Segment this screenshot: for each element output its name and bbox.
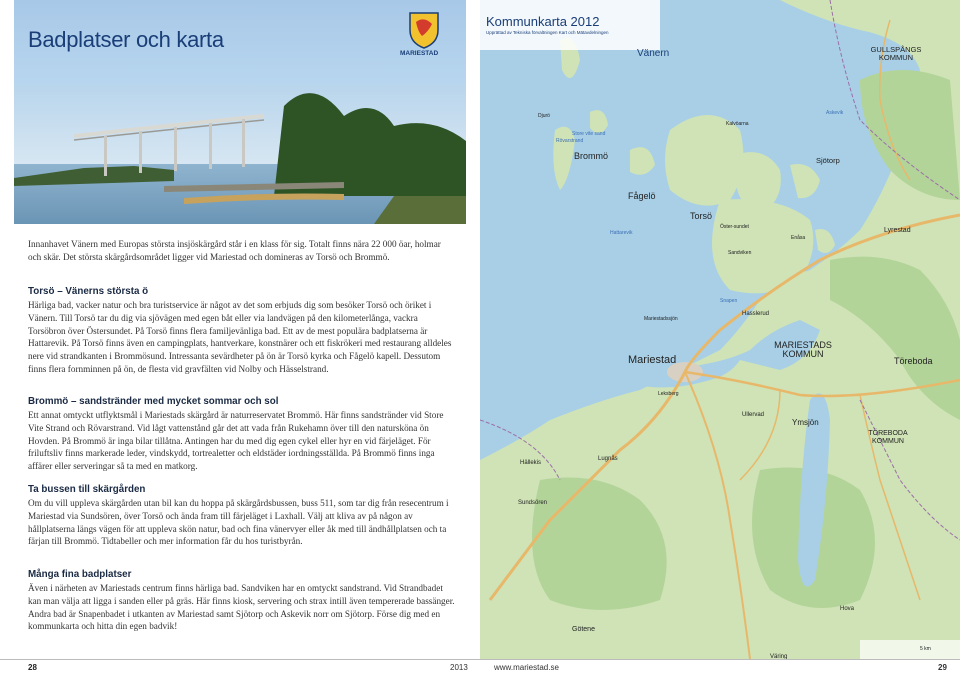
section-heading: Torsö – Vänerns största ö xyxy=(28,286,149,297)
map-label-askevik: Askevik xyxy=(826,110,844,116)
footer-year: 2013 xyxy=(450,663,468,672)
map-graphic xyxy=(480,0,960,659)
map-label-toreboda: Töreboda xyxy=(894,356,933,366)
logo-text: MARIESTAD xyxy=(400,50,439,57)
map-label-store-vite-sand: Store vite sand xyxy=(572,131,606,137)
section-brommo xyxy=(28,396,456,473)
page-number-right: 29 xyxy=(938,663,947,672)
map-label-hova: Hova xyxy=(840,606,855,612)
map-label-hasslerud: Hasslerud xyxy=(742,311,770,317)
section-body: Även i närheten av Mariestads centrum finns härliga bad. Sandviken har en omtyckt sandstrand. Vid Strandbadet kan man välja att ligga i sanden eller på gräs. Här finns kiosk, servering och strax intill även tempererade bassänger. Andra bad är Snapenbadet i utkanten av Mariestad samt Sjötorp och Askevik norr om Sjötorp. Förse dig med en kommunkarta och hitta din egen badvik! xyxy=(28,583,455,632)
map-label-torso: Torsö xyxy=(690,211,713,221)
map-label-sandviken: Sandviken xyxy=(728,250,752,256)
map-label-enasa: Enåsa xyxy=(791,235,806,241)
map-label-lugnas: Lugnås xyxy=(598,456,618,462)
section-heading: Ta bussen till skärgården xyxy=(28,484,146,495)
map-label-ymsjon: Ymsjön xyxy=(792,418,819,427)
map-label-ostersundet: Öster-sundet xyxy=(720,224,749,230)
map-label-snapen: Snapen xyxy=(720,298,738,304)
map-label-leksberg: Leksberg xyxy=(658,391,679,397)
map-label-fagelo: Fågelö xyxy=(628,191,656,201)
map-label-sjotorp: Sjötorp xyxy=(816,156,840,165)
map-label-vanern: Vänern xyxy=(637,48,670,59)
map-label-ullervad: Ullervad xyxy=(742,412,765,418)
municipality-map xyxy=(480,0,960,659)
map-label-mariestadssjon: Mariestadssjön xyxy=(644,316,678,322)
map-label-brommo: Brommö xyxy=(574,151,609,161)
bridge-photo xyxy=(14,86,466,224)
map-subtitle: Upprättad av Tekniska förvaltningen Kart och Mätavdelningen xyxy=(486,30,609,35)
map-scale-label: 5 km xyxy=(920,646,931,652)
intro-paragraph: Innanhavet Vänern med Europas största insjöskärgård står i en klass för sig. Totalt finns nära 22 000 öar, holmar och skär. Det största skärgårdsområdet ligger vid Mariestad och domineras av Torsö och Brommö. xyxy=(28,239,441,262)
map-label-sundsoren: Sundsören xyxy=(518,500,548,506)
map-label-hattarevik: Hattarevik xyxy=(610,230,633,236)
footer-rule xyxy=(0,659,960,660)
map-label-rovarstrand: Rövarstrand xyxy=(556,138,584,144)
section-badplatser xyxy=(28,569,456,633)
section-heading: Många fina badplatser xyxy=(28,569,132,580)
map-label-toreboda-kommun: TÖREBODA KOMMUN xyxy=(868,430,908,445)
map-label-mariestad: Mariestad xyxy=(628,354,677,366)
page-number-left: 28 xyxy=(28,663,37,672)
page-title: Badplatser och karta xyxy=(28,27,224,52)
map-label-gullspangs-kommun: GULLSPÅNGS KOMMUN xyxy=(870,45,922,62)
map-label-lyrestad: Lyrestad xyxy=(884,227,911,234)
map-title: Kommunkarta 2012 xyxy=(486,14,600,29)
mariestad-logo xyxy=(400,10,444,62)
section-body: Ett annat omtyckt utflyktsmål i Mariestads skärgård är naturreservatet Brommö. Här finns sandstränder vid Store Vite Strand och Rövarstrand. Vid lågt vattenstånd går det att vada från Rukehamn över till den natursköna ön Hovden. På Brommö är inga bilar tillåtna. Antingen har du med dig egen cykel eller hyr en vid färjeläget. För friluftsliv finns markerade leder, vindskydd, tortrealetter och eldstäder iordningsställda. På Brommö finns inga affärer eller serveringar så ta med en matkorg. xyxy=(28,410,444,472)
footer-site-link[interactable]: www.mariestad.se xyxy=(494,663,559,672)
map-label-hallekis: Hällekis xyxy=(520,460,542,466)
section-torso xyxy=(28,286,456,376)
map-label-djuro: Djurö xyxy=(538,113,550,119)
section-body: Om du vill uppleva skärgården utan bil kan du hoppa på skärgårdsbussen, buss 511, som tar dig från resecentrum i Mariestad via Sundsören, över Torsö och ända fram till färjeläget i Laxhall. Välj att kliva av på någon av hållplatserna längs vägen för att uppleva skön natur, bad och fina vänervyer eller åk med till ändhållplatsen och ta färjan till Brommö. Tidtabeller och mer information får du hos turistbyrån. xyxy=(28,498,449,547)
coat-of-arms-icon xyxy=(404,10,444,50)
section-body: Härliga bad, vacker natur och bra turistservice är något av det som erbjuds dig som besöker Torsö och öriket i Vänern. Till Torsö tar du dig via sjövägen med egen båt eller via landvägen på den kilometerlånga, vackra Torsöbron över Östersundet. På Torsö finns flera familjevänliga bad. Ett av de mest populära badplatserna är Hattarevik. På Torsö finns även en campingplats, hantverkare, konstnärer och ett fiskrökeri med restaurang alldeles nere vid strandkanten i Brommösund. Intressanta sevärdheter på ön är Torsö kyrka och Fågelö kapell. Dessutom finns flera fornminnen på ön, de flesta vid gravfälten vid Nolby och Hässelstrand. xyxy=(28,300,452,374)
map-label-kalvoarna: Kalvöarna xyxy=(726,121,749,127)
section-heading: Brommö – sandstränder med mycket sommar och sol xyxy=(28,396,279,407)
map-label-gotene: Götene xyxy=(572,626,595,633)
map-title-box xyxy=(480,0,660,48)
map-label-varing: Väring xyxy=(770,654,788,659)
section-bus xyxy=(28,484,456,548)
map-label-mariestads-kommun: MARIESTADS KOMMUN xyxy=(774,340,832,359)
